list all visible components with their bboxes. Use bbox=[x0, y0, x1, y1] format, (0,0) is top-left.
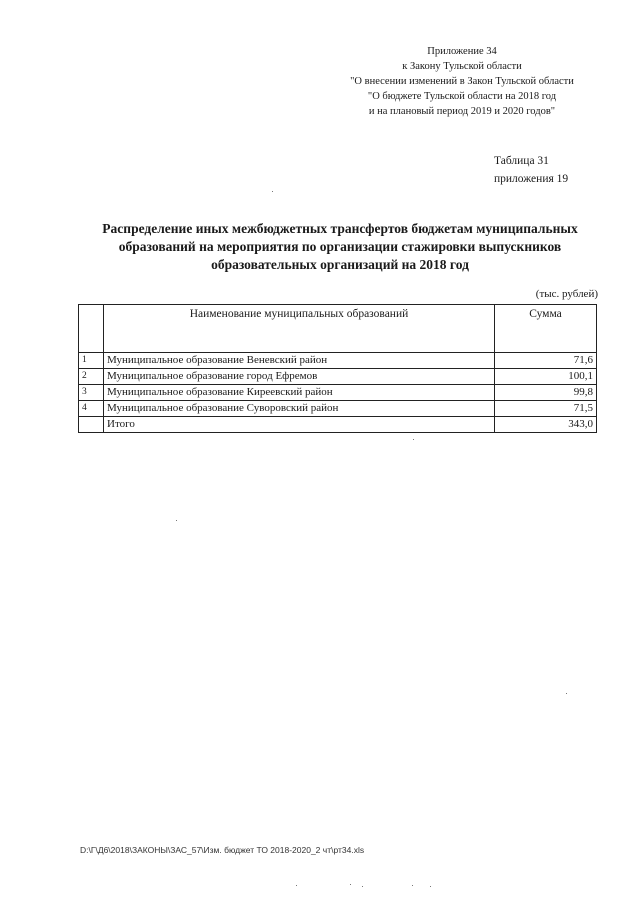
units-label: (тыс. рублей) bbox=[535, 288, 598, 300]
row-name: Муниципальное образование Суворовский район bbox=[104, 401, 495, 417]
scan-speck bbox=[176, 520, 177, 521]
annex-line-3: "О внесении изменений в Закон Тульской области bbox=[350, 76, 574, 87]
table-row bbox=[79, 369, 597, 385]
row-sum: 71,6 bbox=[495, 353, 597, 369]
table-row bbox=[79, 401, 597, 417]
table-ref-line-1: Таблица 31 bbox=[494, 155, 549, 167]
scan-speck bbox=[296, 885, 297, 886]
total-label: Итого bbox=[104, 417, 495, 433]
title-line-1: Распределение иных межбюджетных трансфертов бюджетам муниципальных bbox=[102, 221, 578, 236]
table-row bbox=[79, 385, 597, 401]
row-num: 3 bbox=[79, 385, 104, 401]
annex-header bbox=[322, 44, 602, 119]
annex-line-4: "О бюджете Тульской области на 2018 год bbox=[367, 91, 557, 102]
table-reference bbox=[494, 152, 568, 188]
scan-speck bbox=[350, 884, 351, 885]
title-line-3: образовательных организаций на 2018 год bbox=[211, 257, 469, 272]
row-sum: 100,1 bbox=[495, 369, 597, 385]
distribution-table bbox=[78, 304, 597, 433]
title-line-2: образований на мероприятия по организации стажировки выпускников bbox=[118, 239, 562, 254]
row-sum: 71,5 bbox=[495, 401, 597, 417]
table-total-row bbox=[79, 417, 597, 433]
scan-speck bbox=[566, 693, 567, 694]
scan-speck bbox=[362, 886, 363, 887]
annex-line-2: к Закону Тульской области bbox=[402, 61, 522, 72]
total-num bbox=[79, 417, 104, 433]
table-header-row bbox=[79, 305, 597, 353]
scan-speck bbox=[430, 886, 431, 887]
row-name: Муниципальное образование город Ефремов bbox=[104, 369, 495, 385]
row-sum: 99,8 bbox=[495, 385, 597, 401]
table-ref-line-2: приложения 19 bbox=[494, 173, 569, 185]
annex-line-1: Приложение 34 bbox=[427, 46, 497, 57]
header-num-cell bbox=[79, 305, 104, 353]
scan-speck bbox=[272, 191, 273, 192]
row-name: Муниципальное образование Веневский район bbox=[104, 353, 495, 369]
document-title bbox=[60, 220, 620, 274]
total-sum: 343,0 bbox=[495, 417, 597, 433]
header-sum-cell: Сумма bbox=[495, 305, 597, 353]
row-name: Муниципальное образование Киреевский район bbox=[104, 385, 495, 401]
file-path-footer: D:\Г\Д6\2018\ЗАКОНЫ\ЗАС_57\Изм. бюджет ТО 2018-2020_2 чт\рт34.xls bbox=[80, 845, 365, 855]
scan-speck bbox=[412, 885, 413, 886]
row-num: 1 bbox=[79, 353, 104, 369]
table-row bbox=[79, 353, 597, 369]
scan-speck bbox=[413, 439, 414, 440]
annex-line-5: и на плановый период 2019 и 2020 годов" bbox=[368, 106, 556, 117]
header-name-cell: Наименование муниципальных образований bbox=[104, 305, 495, 353]
row-num: 4 bbox=[79, 401, 104, 417]
row-num: 2 bbox=[79, 369, 104, 385]
